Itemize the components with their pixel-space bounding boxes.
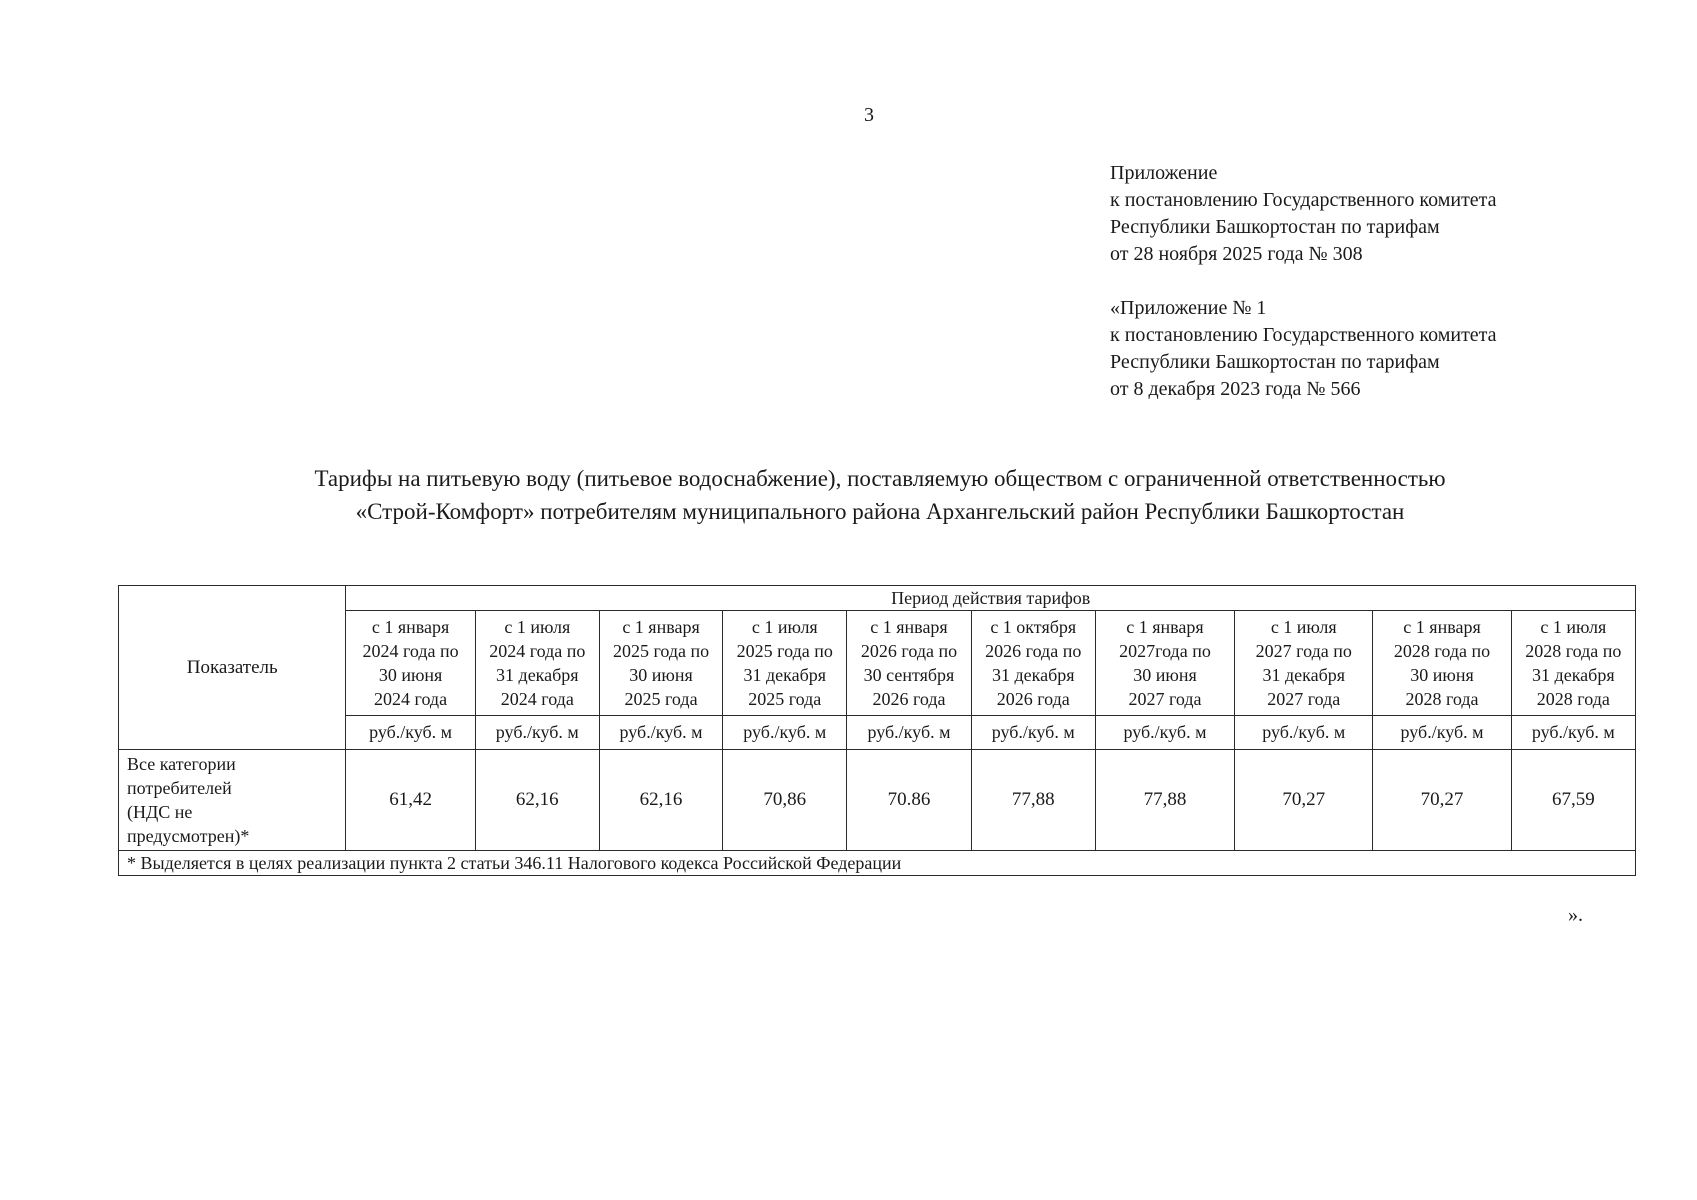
unit-cell: руб./куб. м	[847, 716, 971, 750]
original-appendix-line: «Приложение № 1	[1110, 297, 1267, 319]
period-cell: с 1 июля 2028 года по 31 декабря 2028 года	[1511, 611, 1635, 716]
appendix-line: Приложение	[1110, 162, 1218, 184]
title-line-2: «Строй-Комфорт» потребителям муниципального района Архангельский район Республики Башкортостан	[355, 499, 1405, 524]
tariff-value-cell: 70,86	[723, 750, 847, 851]
tariff-value-cell: 62,16	[599, 750, 722, 851]
period-cell: с 1 января 2024 года по 30 июня 2024 года	[346, 611, 475, 716]
unit-cell: руб./куб. м	[475, 716, 599, 750]
tariff-value-cell: 77,88	[1095, 750, 1234, 851]
unit-cell: руб./куб. м	[1235, 716, 1373, 750]
original-appendix-line: от 8 декабря 2023 года № 566	[1110, 378, 1361, 400]
tariff-value-cell: 70.86	[847, 750, 971, 851]
title-line-1: Тарифы на питьевую воду (питьевое водоснабжение), поставляемую обществом с ограниченной ответственностью	[314, 466, 1446, 491]
period-cell: с 1 июля 2027 года по 31 декабря 2027 года	[1235, 611, 1373, 716]
consumer-category-cell: Все категории потребителей (НДС не предусмотрен)*	[119, 750, 346, 851]
period-cell: с 1 января 2028 года по 30 июня 2028 года	[1373, 611, 1511, 716]
appendix-line: от 28 ноября 2025 года № 308	[1110, 243, 1363, 265]
unit-cell: руб./куб. м	[599, 716, 722, 750]
unit-cell: руб./куб. м	[971, 716, 1095, 750]
appendix-line: Республики Башкортостан по тарифам	[1110, 216, 1440, 238]
period-cell: с 1 июля 2024 года по 31 декабря 2024 года	[475, 611, 599, 716]
appendix-line: к постановлению Государственного комитета	[1110, 189, 1497, 211]
tariff-value-cell: 77,88	[971, 750, 1095, 851]
period-cell: с 1 октября 2026 года по 31 декабря 2026 года	[971, 611, 1095, 716]
tariff-value-cell: 70,27	[1235, 750, 1373, 851]
original-appendix-line: Республики Башкортостан по тарифам	[1110, 351, 1440, 373]
indicator-header: Показатель	[119, 586, 346, 750]
unit-cell: руб./куб. м	[723, 716, 847, 750]
unit-cell: руб./куб. м	[1511, 716, 1635, 750]
footnote: * Выделяется в целях реализации пункта 2 статьи 346.11 Налогового кодекса Российской Федерации	[119, 851, 1636, 876]
tariff-table	[118, 585, 1636, 876]
unit-cell: руб./куб. м	[1095, 716, 1234, 750]
period-cell: с 1 января 2026 года по 30 сентября 2026 года	[847, 611, 971, 716]
original-appendix-reference	[1110, 295, 1497, 403]
appendix-reference	[1110, 160, 1497, 268]
tariff-value-cell: 67,59	[1511, 750, 1635, 851]
tariff-value-cell: 70,27	[1373, 750, 1511, 851]
period-cell: с 1 января 2025 года по 30 июня 2025 года	[599, 611, 722, 716]
closing-quote-mark: ».	[1568, 904, 1583, 926]
period-cell: с 1 января 2027года по 30 июня 2027 года	[1095, 611, 1234, 716]
period-cell: с 1 июля 2025 года по 31 декабря 2025 года	[723, 611, 847, 716]
unit-cell: руб./куб. м	[1373, 716, 1511, 750]
page-number: 3	[864, 104, 874, 126]
document-title	[0, 462, 1697, 528]
tariff-value-cell: 62,16	[475, 750, 599, 851]
period-header: Период действия тарифов	[346, 586, 1636, 611]
unit-cell: руб./куб. м	[346, 716, 475, 750]
tariff-value-cell: 61,42	[346, 750, 475, 851]
original-appendix-line: к постановлению Государственного комитета	[1110, 324, 1497, 346]
